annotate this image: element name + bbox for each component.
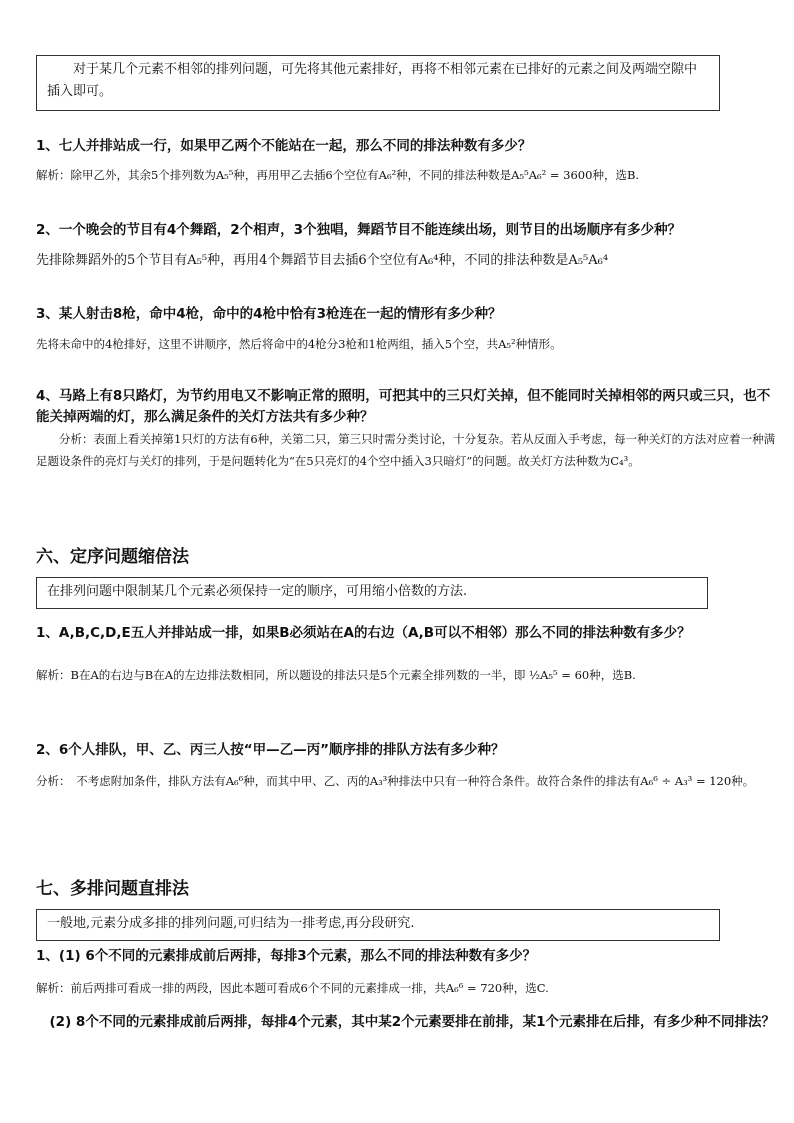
section-heading-7: 七、多排问题直排法 xyxy=(36,879,189,899)
tip-text: 在排列问题中限制某几个元素必须保持一定的顺序，可用缩小倍数的方法. xyxy=(47,584,468,599)
question-5: 1、A,B,C,D,E五人并排站成一排，如果B必须站在A的右边（A,B可以不相邻）那么不同的排法种数有多少？ xyxy=(36,625,691,641)
question-4: 4、马路上有8只路灯，为节约用电又不影响正常的照明，可把其中的三只灯关掉，但不能同时关掉相邻的两只或三只，也不能关掉两端的灯，那么满足条件的关灯方法共有多少种？ xyxy=(36,388,771,425)
tip-box-order xyxy=(36,577,708,609)
answer-1: 解析：除甲乙外，其余5个排列数为A₅⁵种，再用甲乙去插6个空位有A₆²种，不同的排法种数是A₅⁵A₆² = 3600种，选B. xyxy=(36,168,640,182)
question-1: 1、七人并排站成一行，如果甲乙两个不能站在一起，那么不同的排法种数有多少？ xyxy=(36,138,532,154)
question-2: 2、一个晚会的节目有4个舞蹈，2个相声，3个独唱，舞蹈节目不能连续出场，则节目的出场顺序有多少种？ xyxy=(36,222,682,238)
answer-4: 分析：表面上看关掉第1只灯的方法有6种，关第二只，第三只时需分类讨论，十分复杂。若从反面入手考虑，每一种关灯的方法对应着一种满足题设条件的亮灯与关灯的排列，于是问题转化为“在5只亮灯的4个空中插入3只暗灯”的问题。故关灯方法种数为C₄³。 xyxy=(36,432,776,468)
answer-5: 解析：B在A的右边与B在A的左边排法数相同，所以题设的排法只是5个元素全排列数的一半，即 ½A₅⁵ = 60种，选B. xyxy=(36,668,636,682)
question-6: 2、6个人排队，甲、乙、丙三人按“甲—乙—丙”顺序排的排队方法有多少种？ xyxy=(36,742,505,758)
tip-text: 对于某几个元素不相邻的排列问题，可先将其他元素排好，再将不相邻元素在已排好的元素之间及两端空隙中插入即可。 xyxy=(47,62,698,99)
answer-2: 先排除舞蹈外的5个节目有A₅⁵种，再用4个舞蹈节目去插6个空位有A₆⁴种，不同的排法种数是A₅⁵A₆⁴ xyxy=(36,253,609,268)
answer-7: 解析：前后两排可看成一排的两段，因此本题可看成6个不同的元素排成一排，共A₆⁶ = 720种，选C. xyxy=(36,981,549,995)
answer-3: 先将未命中的4枪排好，这里不讲顺序，然后将命中的4枪分3枪和1枪两组，插入5个空，共A₅²种情形。 xyxy=(36,337,562,351)
tip-text: 一般地,元素分成多排的排列问题,可归结为一排考虑,再分段研究. xyxy=(47,916,415,931)
section-heading-6: 六、定序问题缩倍法 xyxy=(36,547,189,567)
tip-box-insertion xyxy=(36,55,720,111)
answer-6: 分析： 不考虑附加条件，排队方法有A₆⁶种，而其中甲、乙、丙的A₃³种排法中只有一种符合条件。故符合条件的排法有A₆⁶ ÷ A₃³ = 120种。 xyxy=(36,774,755,788)
tip-box-multirow xyxy=(36,909,720,941)
question-3: 3、某人射击8枪，命中4枪，命中的4枪中恰有3枪连在一起的情形有多少种？ xyxy=(36,306,502,322)
question-7: 1、(1) 6个不同的元素排成前后两排，每排3个元素，那么不同的排法种数有多少？ xyxy=(36,948,537,964)
question-8: (2) 8个不同的元素排成前后两排，每排4个元素，其中某2个元素要排在前排，某1个元素排在后排，有多少种不同排法？ xyxy=(36,1014,776,1030)
